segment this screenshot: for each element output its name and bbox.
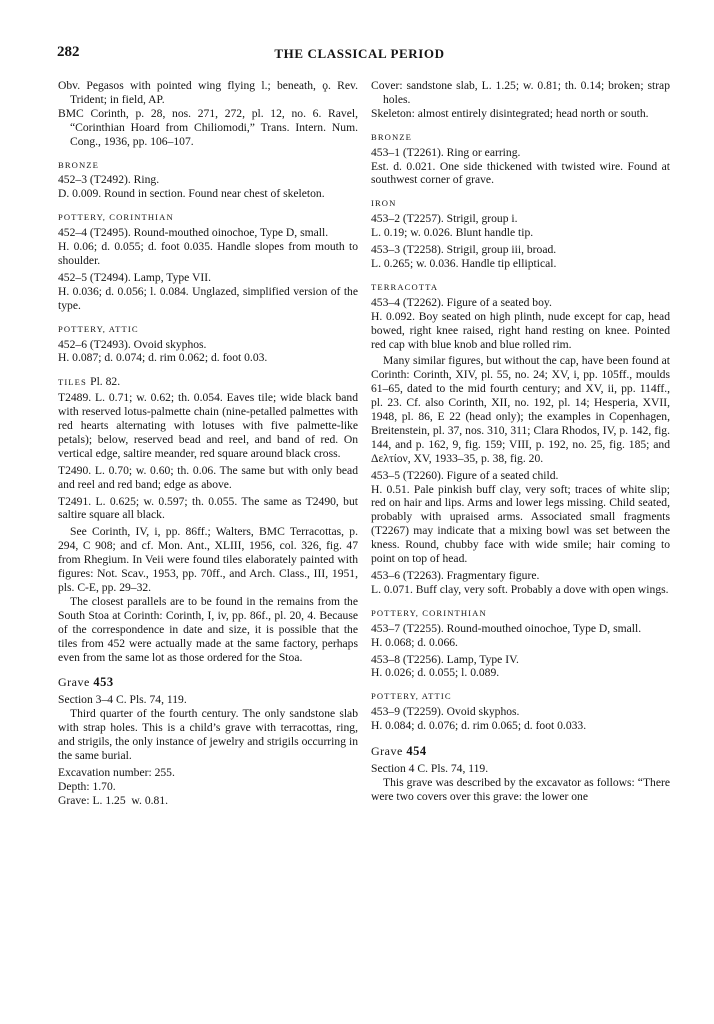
grave-453-dimensions: Grave: L. 1.25 w. 0.81. — [58, 793, 169, 807]
catalog-desc-453-6: L. 0.071. Buff clay, very soft. Probably a dove with open wings. — [371, 582, 669, 596]
grave-454-heading — [371, 745, 670, 759]
page-number: 282 — [57, 44, 80, 60]
catalog-entry-453-1: 453–1 (T2261). Ring or earring. — [371, 145, 521, 159]
section-heading-pottery-attic: POTTERY, ATTIC — [58, 323, 139, 334]
grave-453-excavation-number: Excavation number: 255. — [58, 765, 175, 779]
catalog-entry-452-4: 452–4 (T2495). Round-mouthed oinochoe, Type D, small. — [58, 226, 329, 240]
catalog-desc-453-9: H. 0.084; d. 0.076; d. rim 0.065; d. foot 0.033. — [371, 719, 587, 733]
catalog-entry-453-7: 453–7 (T2255). Round-mouthed oinochoe, Type D, small. — [371, 621, 642, 635]
grave-453-description: Third quarter of the fourth century. The only sandstone slab with strap holes. This is a child’s grave with terracottas, ring, and strigils, the only instance of jewelry and strigils occurring in the same burial. — [58, 707, 358, 762]
coin-obverse-text: Obv. Pegasos with pointed wing flying l.; beneath, ϙ. Rev. Trident; in field, AP. — [58, 79, 358, 106]
grave-454-description: This grave was described by the excavator as follows: “There were two covers over this grave: the lower one — [371, 775, 670, 803]
catalog-desc-453-8: H. 0.026; d. 0.055; l. 0.089. — [371, 666, 500, 680]
grave-453-section: Section 3–4 C. Pls. 74, 119. — [58, 693, 187, 707]
catalog-desc-453-4: H. 0.092. Boy seated on high plinth, nude except for cap, head bowed, right knee raised, right hand resting on knee. Pointed red cap with blue knob and blue rolled rim. — [371, 309, 670, 351]
tile-references: See Corinth, IV, i, pp. 86ff.; Walters, BMC Terracottas, p. 294, C 908; and cf. Mon. Ant., XLIII, 1956, col. 326, fig. 47 from Rhegium. In Veii were found tiles elaborately painted with figures: Not. Scav., 1953, pp. 70ff., and Arch. Class., III, 1951, pls. C-E, pp. 29–32. — [58, 525, 358, 594]
tile-parallels: The closest parallels are to be found in the remains from the South Stoa at Corinth: Corinth, I, iv, pp. 86f., pl. 20, 4. Because of the correspondence in date and size, it is possible that the tiles from 452 were actually made at the same factory, perhaps even from the same lot as those ordered for the Stoa. — [58, 594, 358, 664]
catalog-desc-453-1: Est. d. 0.021. One side thickened with twisted wire. Found at southwest corner of grave. — [371, 159, 670, 187]
catalog-desc-453-2: L. 0.19; w. 0.026. Blunt handle tip. — [371, 226, 534, 240]
grave-453-depth: Depth: 1.70. — [58, 779, 116, 793]
section-heading-pottery-attic: POTTERY, ATTIC — [371, 691, 452, 702]
catalog-desc-453-7: H. 0.068; d. 0.066. — [371, 635, 458, 649]
grave-label: Grave — [371, 744, 403, 759]
grave-453-heading — [58, 676, 358, 690]
catalog-desc-453-3: L. 0.265; w. 0.036. Handle tip elliptical. — [371, 256, 557, 270]
running-title: THE CLASSICAL PERIOD — [274, 46, 445, 61]
tile-entry-t2489: T2489. L. 0.71; w. 0.62; th. 0.054. Eaves tile; wide black band with reserved lotus-palmette chain (nine-petalled palmettes with red hearts alternating with lotuses with five palmette-like petals); below, reserved bead and reel, and band of red. On vertical edge, saltire meander, red square around black cross. — [58, 391, 358, 460]
catalog-desc-452-5: H. 0.036; d. 0.056; l. 0.084. Unglazed, simplified version of the type. — [58, 284, 358, 312]
section-heading-terracotta: TERRACOTTA — [371, 281, 439, 292]
grave-454-section: Section 4 C. Pls. 74, 119. — [371, 761, 489, 775]
section-heading-bronze: BRONZE — [58, 159, 99, 170]
catalog-entry-453-5: 453–5 (T2260). Figure of a seated child. — [371, 468, 559, 482]
grave-453-cover: Cover: sandstone slab, L. 1.25; w. 0.81; th. 0.14; broken; strap holes. — [371, 79, 670, 106]
section-heading-pottery-corinthian: POTTERY, CORINTHIAN — [371, 607, 487, 618]
page-header — [57, 46, 662, 66]
tile-entry-t2490: T2490. L. 0.70; w. 0.60; th. 0.06. The same but with only bead and reel and red band; edge as above. — [58, 463, 358, 491]
catalog-entry-453-9: 453–9 (T2259). Ovoid skyphos. — [371, 705, 520, 719]
section-heading-iron: IRON — [371, 198, 397, 209]
left-column — [58, 79, 358, 808]
tile-entry-t2491: T2491. L. 0.625; w. 0.597; th. 0.055. The same as T2490, but saltire square all black. — [58, 494, 358, 522]
terracotta-parallels: Many similar figures, but without the cap, have been found at Corinth: Corinth, XIV, pl. 55, no. 24; XV, i, pp. 105ff., moulds 61–65, dated to the mid fourth century; and XV, ii, pp. 114ff., pl. 23. Cf. also Corinth, XII, no. 192, pl. 14; Hesperia, XVII, 1948, pl. 86, E 22 (head only); the examples in Copenhagen, Breitenstein, pl. 37, nos. 310, 311; Clara Rhodos, IV, p. 142, fig. 144, and p. 162, 9, fig. 159; VIII, p. 192, no. 25, fig. 185; and Δελτίον, XV, 1933–35, p. 38, fig. 20. — [371, 354, 670, 465]
catalog-entry-452-3: 452–3 (T2492). Ring. — [58, 173, 160, 187]
catalog-entry-452-5: 452–5 (T2494). Lamp, Type VII. — [58, 270, 211, 284]
catalog-entry-453-6: 453–6 (T2263). Fragmentary figure. — [371, 569, 540, 582]
grave-number: 453 — [93, 675, 114, 690]
grave-453-skeleton: Skeleton: almost entirely disintegrated; head north or south. — [371, 106, 649, 120]
catalog-entry-453-3: 453–3 (T2258). Strigil, group iii, broad. — [371, 243, 557, 257]
section-heading-pottery-corinthian: POTTERY, CORINTHIAN — [58, 212, 174, 223]
coin-references: BMC Corinth, p. 28, nos. 271, 272, pl. 12, no. 6. Ravel, “Corinthian Hoard from Chiliomodi,” Trans. Intern. Num. Cong., 1936, pp. 106–107. — [58, 106, 358, 148]
catalog-entry-452-6: 452–6 (T2493). Ovoid skyphos. — [58, 337, 207, 351]
catalog-entry-453-2: 453–2 (T2257). Strigil, group i. — [371, 212, 518, 226]
catalog-desc-452-4: H. 0.06; d. 0.055; d. foot 0.035. Handle slopes from mouth to shoulder. — [58, 240, 358, 267]
tiles-label: TILES — [58, 377, 87, 388]
section-heading-bronze: BRONZE — [371, 131, 412, 142]
section-heading-tiles — [58, 375, 358, 390]
catalog-desc-453-5: H. 0.51. Pale pinkish buff clay, very soft; traces of white slip; red on hair and lips. Arms and lower legs missing. Child seated, probably with upraised arms. Associated small fragments (T2267) may indicate that a mixing bowl was set between the kness. Round, chubby face with wide smile; hair coming to point on top of head. — [371, 482, 670, 566]
catalog-desc-452-6: H. 0.087; d. 0.074; d. rim 0.062; d. foot 0.03. — [58, 351, 268, 365]
grave-label: Grave — [58, 675, 90, 690]
tiles-plate-ref: Pl. 82. — [90, 375, 121, 389]
catalog-desc-452-3: D. 0.009. Round in section. Found near chest of skeleton. — [58, 187, 325, 201]
catalog-entry-453-8: 453–8 (T2256). Lamp, Type IV. — [371, 652, 519, 666]
grave-number: 454 — [406, 744, 427, 759]
catalog-entry-453-4: 453–4 (T2262). Figure of a seated boy. — [371, 295, 552, 309]
right-column — [371, 79, 670, 804]
